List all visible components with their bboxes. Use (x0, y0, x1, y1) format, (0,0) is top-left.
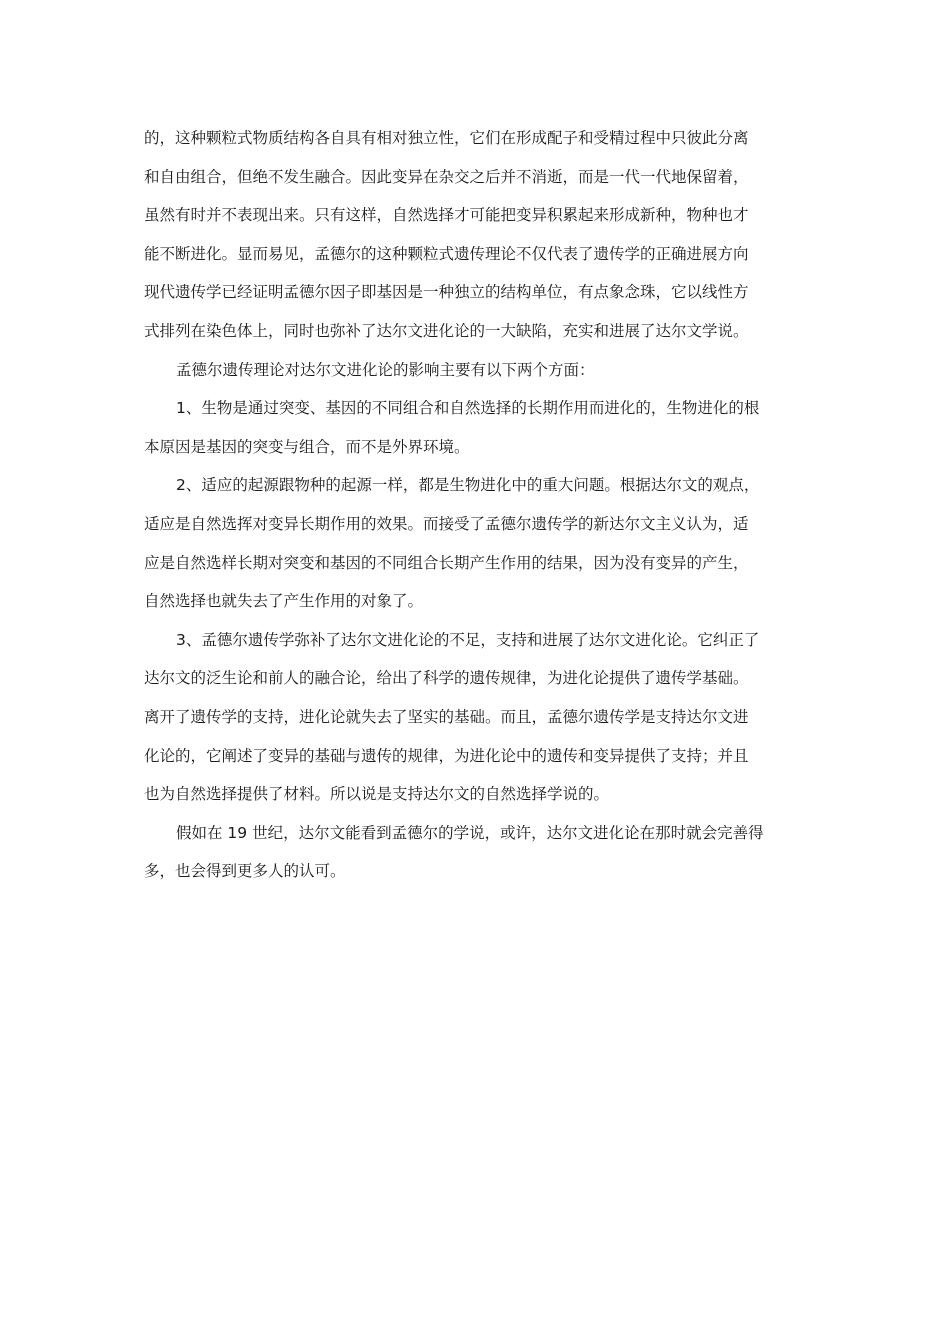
text-line: 也为自然选择提供了材料。所以说是支持达尔文的自然选择学说的。 (144, 785, 610, 804)
paragraph-start: 2、适应的起源跟物种的起源一样，都是生物进化中的重大问题。根据达尔文的观点， (176, 476, 760, 495)
text-line: 式排列在染色体上，同时也弥补了达尔文进化论的一大缺陷，充实和进展了达尔文学说。 (144, 321, 749, 340)
text-line: 和自由组合，但绝不发生融合。因此变异在杂交之后并不消逝，而是一代一代地保留着， (144, 167, 749, 186)
text-line: 自然选择也就失去了产生作用的对象了。 (144, 592, 424, 611)
text-line: 适应是自然选挥对变异长期作用的效果。而接受了孟德尔遗传学的新达尔文主义认为，适 (144, 514, 749, 533)
text-line: 的，这种颗粒式物质结构各自具有相对独立性，它们在形成配子和受精过程中只彼此分离 (144, 129, 749, 147)
text-line: 离开了遗传学的支持，进化论就失去了坚实的基础。而且，孟德尔遗传学是支持达尔文进 (144, 707, 749, 726)
text-line: 达尔文的泛生论和前人的融合论，给出了科学的遗传规律，为进化论提供了遗传学基础。 (144, 669, 749, 688)
paragraph-start: 1、生物是通过突变、基因的不同组合和自然选择的长期作用而进化的，生物进化的根 (176, 399, 760, 418)
text-line: 本原因是基因的突变与组合，而不是外界环境。 (144, 437, 470, 456)
text-line: 多，也会得到更多人的认可。 (144, 862, 346, 881)
text-line: 化论的，它阐述了变异的基础与遗传的规律，为进化论中的遗传和变异提供了支持；并且 (144, 746, 749, 765)
body-text (144, 119, 812, 891)
paragraph-start: 孟德尔遗传理论对达尔文进化论的影响主要有以下两个方面： (176, 360, 595, 379)
text-line: 虽然有时并不表现出来。只有这样，自然选择才可能把变异积累起来形成新种，物种也才 (144, 206, 749, 225)
text-line: 应是自然选样长期对突变和基因的不同组合长期产生作用的结果，因为没有变异的产生， (144, 553, 749, 572)
text-line: 现代遗传学已经证明孟德尔因子即基因是一种独立的结构单位，有点象念珠，它以线性方 (144, 283, 749, 302)
paragraph-start: 假如在 19 世纪，达尔文能看到孟德尔的学说，或许，达尔文进化论在那时就会完善得 (176, 823, 764, 842)
text-line: 能不断进化。显而易见，孟德尔的这种颗粒式遗传理论不仅代表了遗传学的正确进展方向 (144, 244, 749, 263)
paragraph-start: 3、孟德尔遗传学弥补了达尔文进化论的不足，支持和进展了达尔文进化论。它纠正了 (176, 630, 760, 649)
